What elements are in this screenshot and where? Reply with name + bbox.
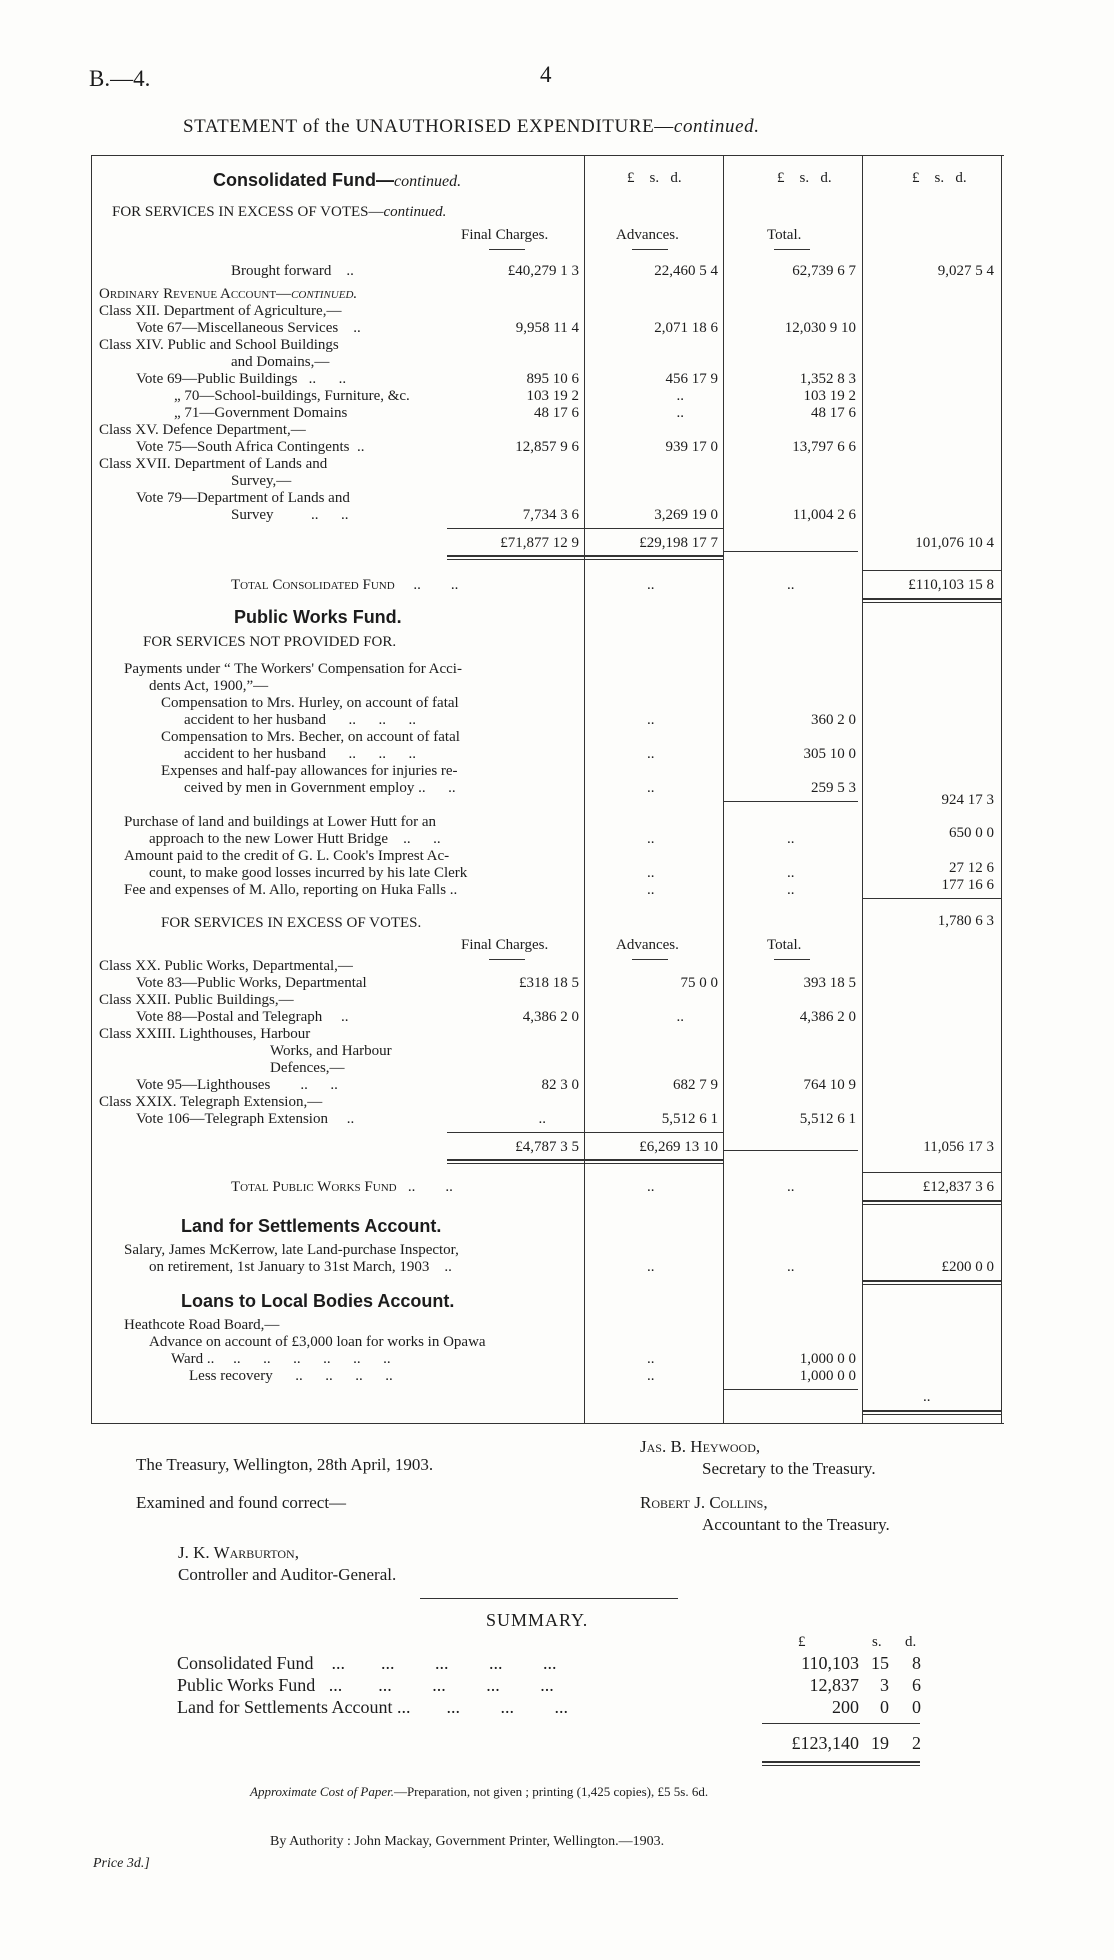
v71-advances: .. [676, 405, 684, 421]
class-xxiii-cont: Works, and Harbour [270, 1043, 392, 1059]
advance-1: Advance on account of £3,000 loan for works in Opawa [149, 1334, 486, 1350]
signature-collins: Robert J. Collins, [640, 1493, 768, 1512]
land-purchase-1: Purchase of land and buildings at Lower Hutt for an [124, 814, 437, 830]
consolidated-sum-final: £71,877 12 9 [500, 535, 579, 551]
less-recovery-total: 1,000 0 0 [799, 1368, 856, 1384]
page-reference: B.—4. [89, 66, 151, 91]
pw-sum-final: £4,787 3 5 [515, 1139, 579, 1155]
col-head-advances-label: Advances. [616, 227, 679, 243]
loans-heading: Loans to Local Bodies Account. [181, 1291, 455, 1311]
total-consolidated-value: £110,103 15 8 [908, 577, 994, 593]
summary-consolidated-s: 15 [871, 1653, 889, 1673]
class-xxiii-cont2: Defences,— [270, 1060, 345, 1076]
v69-advances: 456 17 9 [665, 371, 718, 387]
summary-land-s: 0 [880, 1697, 889, 1717]
pw-sum-advances: £6,269 13 10 [639, 1139, 718, 1155]
workers-comp-1: Payments under “ The Workers' Compensation for Acci- [124, 661, 462, 677]
summary-total-s: 19 [871, 1733, 889, 1753]
signature-warburton: J. K. Warburton, [178, 1543, 299, 1562]
becher-total: 305 10 0 [803, 746, 856, 762]
v95-final: 82 3 0 [541, 1077, 579, 1093]
v88-final: 4,386 2 0 [522, 1009, 579, 1025]
land-settlements-heading: Land for Settlements Account. [181, 1216, 442, 1236]
expenses-1: Expenses and half-pay allowances for injuries re- [161, 763, 458, 779]
vote-106: Vote 106—Telegraph Extension .. [136, 1111, 355, 1127]
v70-total: 103 19 2 [803, 388, 856, 404]
heywood-title: Secretary to the Treasury. [702, 1459, 876, 1478]
bf-final: £40,279 1 3 [507, 263, 579, 279]
land-purchase-value: 650 0 0 [949, 825, 994, 841]
v79-total: 11,004 2 6 [792, 507, 856, 523]
advance-total: 1,000 0 0 [799, 1351, 856, 1367]
allo-value: 177 16 6 [941, 877, 994, 893]
summary-land-d: 0 [912, 1697, 921, 1717]
consolidated-subheading: FOR SERVICES IN EXCESS OF VOTES—continued. [112, 204, 447, 220]
col-head-net: £ s. d. [912, 170, 967, 186]
compensation-sum: 924 17 3 [941, 792, 994, 808]
v71-total: 48 17 6 [811, 405, 856, 421]
summary-consolidated-pounds: 110,103 [801, 1653, 859, 1673]
v75-total: 13,797 6 6 [792, 439, 856, 455]
class-xxii: Class XXII. Public Buildings,— [99, 992, 294, 1008]
expenditure-table: £ s. d. £ s. d. £ s. d. Consolidated Fund—continued. FOR SERVICES IN EXCESS OF VOTES—continued. Final Charges. Advances. Total. Brought forward .. £40,279 1 3 22,460 5 4 62,739 6 7 9,027 5 4 Ordinary Revenue Account—continued. Class XII. Department of Agriculture,— Vote 67—Miscellaneous Services .. 9,958 11 4 2,071 18 6 12,030 9 10 Class XIV. Public and School Buildings and Domains,— Vote 69—Public Buildings .. .. 895 10 6 456 17 9 1,352 8 3 „ 70—School-buildings, Furniture, &c. 103 19 2 .. 103 19 2 „ 71—Government Domains 48 17 6 .. 48 17 6 Class XV. Defence Department,— Vote 75—South Africa Contingents .. 12,857 9 6 939 17 0 13,797 6 6 Class XVII. Department of Lands and Survey,— Vote 79—Department of Lands and Survey .. .. 7,734 3 6 3,269 19 0 11,004 2 6 £71,877 12 9 £29,198 17 7 101,076 10 4 Total Consolidated Fund .. .. .. .. £110,103 15 8 Public Works Fund. FOR SERVICES NOT PROVIDED FOR. Payments under “ The Workers' Compensation for Acci- dents Act, 1900,”— Compensation to Mrs. Hurley, on account of fatal accident to her husband .. .. .. .. 360 2 0 Compensation to Mrs. Becher, on account of fatal accident to her husband .. .. .. .. 305 10 0 Expenses and half-pay allowances for injuries re- ceived by men in Government employ .. .. .. 259 5 3 924 17 3 Purchase of land and buildings at Lower Hutt for an approach to the new Lower Hutt Bridge .. .. .. .. 650 0 0 Amount paid to the credit of G. L. Cook's Imprest Ac- count, to make good losses incurred by his late Clerk .. .. 27 12 6 Fee and expenses of M. Allo, reporting on Huka Falls .. .. .. 177 16 6 FOR SERVICES IN EXCESS OF VOTES. 1,780 6 3 Final Charges. Advances. Total. Class XX. Public Works, Departmental,— Vote 83—Public Works, Departmental £318 18 5 75 0 0 393 18 5 Class XXII. Public Buildings,— Vote 88—Postal and Telegraph .. 4,386 2 0 .. 4,386 2 0 Class XXIII. Lighthouses, Harbour Works, and Harbour Defences,— Vote 95—Lighthouses .. .. 82 3 0 682 7 9 764 10 9 Class XXIX. Telegraph Extension,— Vote 106—Telegraph Extension .. .. 5,512 6 1 5,512 6 1 £4,787 3 5 £6,269 13 10 11,056 17 3 Total Public Works Fund .. .. .. .. £12,837 3 6 Land for Settlements Account. Salary, James McKerrow, late Land-purchase Inspector, on retirement, 1st January to 31st March, 1903 .. .. .. £200 0 0 Loans to Local Bodies Account. Heathcote Road Board,— Advance on account of £3,000 loan for works in Opawa Ward .. .. .. .. .. .. .. .. 1,000 0 0 Less recovery .. .. .. .. .. 1,000 0 0 .. [91, 155, 1004, 1424]
class-xx: Class XX. Public Works, Departmental,— [99, 958, 353, 974]
class-xiv-cont: and Domains,— [231, 354, 330, 370]
services-sum: 1,780 6 3 [937, 913, 994, 929]
loans-net: .. [923, 1389, 931, 1405]
class-xxix: Class XXIX. Telegraph Extension,— [99, 1094, 323, 1110]
cook-1: Amount paid to the credit of G. L. Cook's Imprest Ac- [124, 848, 450, 864]
bf-advances: 22,460 5 4 [654, 263, 718, 279]
class-xvii-cont: Survey,— [231, 473, 292, 489]
summary-land-pounds: 200 [832, 1697, 859, 1717]
public-works-heading: Public Works Fund. [234, 607, 402, 627]
consolidated-sum-net: 101,076 10 4 [915, 535, 994, 551]
v83-advances: 75 0 0 [680, 975, 718, 991]
treasury-date: The Treasury, Wellington, 28th April, 1903. [136, 1455, 434, 1474]
v67-advances: 2,071 18 6 [654, 320, 718, 336]
v88-advances: .. [676, 1009, 684, 1025]
ordinary-revenue: Ordinary Revenue Account—continued. [99, 286, 358, 302]
v106-total: 5,512 6 1 [799, 1111, 856, 1127]
v71-final: 48 17 6 [534, 405, 579, 421]
class-xii: Class XII. Department of Agriculture,— [99, 303, 342, 319]
vote-75: Vote 75—South Africa Contingents .. [136, 439, 365, 455]
authority-line: By Authority : John Mackay, Government Printer, Wellington.—1903. [270, 1834, 665, 1849]
col-head-total: £ s. d. [777, 170, 832, 186]
class-xvii: Class XVII. Department of Lands and [99, 456, 328, 472]
vote-70: „ 70—School-buildings, Furniture, &c. [174, 388, 410, 404]
bf-total: 62,739 6 7 [792, 263, 856, 279]
v83-total: 393 18 5 [803, 975, 856, 991]
v75-advances: 939 17 0 [665, 439, 718, 455]
cook-value: 27 12 6 [949, 860, 994, 876]
consolidated-fund-heading: Consolidated Fund—continued. [213, 170, 462, 190]
pw-head-advances: Advances. [616, 937, 679, 953]
v70-final: 103 19 2 [526, 388, 579, 404]
pw-sum-net: 11,056 17 3 [923, 1139, 994, 1155]
v67-final: 9,958 11 4 [515, 320, 579, 336]
summary-col-shillings: s. [872, 1634, 882, 1650]
brought-forward-label: Brought forward .. [231, 263, 354, 279]
summary-public-works-d: 6 [912, 1675, 921, 1695]
vote-95: Vote 95—Lighthouses .. .. [136, 1077, 338, 1093]
col-head-advances: £ s. d. [627, 170, 682, 186]
summary-row-consolidated: Consolidated Fund ... ... ... ... ... [177, 1653, 557, 1673]
v69-final: 895 10 6 [526, 371, 579, 387]
col-head-total-label: Total. [767, 227, 802, 243]
v95-total: 764 10 9 [803, 1077, 856, 1093]
v70-advances: .. [676, 388, 684, 404]
vote-79: Vote 79—Department of Lands and [136, 490, 350, 506]
col-head-final-charges: Final Charges. [461, 227, 549, 243]
vote-71: „ 71—Government Domains [174, 405, 348, 421]
vote-83: Vote 83—Public Works, Departmental [136, 975, 367, 991]
allo: Fee and expenses of M. Allo, reporting on Huka Falls .. [124, 882, 458, 898]
hurley-2: accident to her husband .. .. .. [184, 712, 417, 728]
summary-col-pounds: £ [798, 1634, 806, 1650]
total-consolidated-label: Total Consolidated Fund .. .. [231, 577, 459, 593]
hurley-1: Compensation to Mrs. Hurley, on account of fatal [161, 695, 459, 711]
price: Price 3d.] [93, 1856, 150, 1871]
summary-public-works-s: 3 [880, 1675, 889, 1695]
consolidated-sum-advances: £29,198 17 7 [639, 535, 718, 551]
warburton-title: Controller and Auditor-General. [178, 1565, 397, 1584]
pw-head-final: Final Charges. [461, 937, 549, 953]
expenses-2: ceived by men in Government employ .. .. [184, 780, 456, 796]
v106-final: .. [538, 1111, 546, 1127]
summary-public-works-pounds: 12,837 [809, 1675, 859, 1695]
cost-of-paper: Approximate Cost of Paper.—Preparation, not given ; printing (1,425 copies), £5 5s. 6d. [250, 1784, 709, 1799]
hurley-total: 360 2 0 [811, 712, 856, 728]
becher-1: Compensation to Mrs. Becher, on account of fatal [161, 729, 460, 745]
signature-heywood: Jas. B. Heywood, [640, 1437, 761, 1456]
becher-2: accident to her husband .. .. .. [184, 746, 417, 762]
collins-title: Accountant to the Treasury. [702, 1515, 890, 1534]
v79-final: 7,734 3 6 [522, 507, 579, 523]
summary-row-land: Land for Settlements Account ... ... ... ... [177, 1697, 568, 1717]
public-works-sub1: FOR SERVICES NOT PROVIDED FOR. [143, 634, 397, 650]
v95-advances: 682 7 9 [673, 1077, 718, 1093]
land-purchase-2: approach to the new Lower Hutt Bridge .. .. [149, 831, 441, 847]
v83-final: £318 18 5 [519, 975, 579, 991]
heathcote: Heathcote Road Board,— [124, 1317, 280, 1333]
v88-total: 4,386 2 0 [799, 1009, 856, 1025]
vote-67: Vote 67—Miscellaneous Services .. [136, 320, 361, 336]
summary-col-pence: d. [905, 1634, 917, 1650]
pw-head-total: Total. [767, 937, 802, 953]
class-xv: Class XV. Defence Department,— [99, 422, 306, 438]
page-number: 4 [540, 62, 552, 87]
v75-final: 12,857 9 6 [515, 439, 579, 455]
summary-total-pounds: £123,140 [791, 1733, 859, 1753]
expenses-total: 259 5 3 [811, 780, 856, 796]
bf-net: 9,027 5 4 [937, 263, 994, 279]
v106-advances: 5,512 6 1 [661, 1111, 718, 1127]
class-xiv: Class XIV. Public and School Buildings [99, 337, 339, 353]
public-works-sub2: FOR SERVICES IN EXCESS OF VOTES. [161, 915, 422, 931]
mckerrow-1: Salary, James McKerrow, late Land-purchase Inspector, [124, 1242, 459, 1258]
document-title: STATEMENT of the UNAUTHORISED EXPENDITURE—continued. [183, 116, 760, 137]
v69-total: 1,352 8 3 [799, 371, 856, 387]
summary-total-d: 2 [912, 1733, 921, 1753]
total-public-works-value: £12,837 3 6 [922, 1179, 994, 1195]
mckerrow-2: on retirement, 1st January to 31st March, 1903 .. [149, 1259, 452, 1275]
less-recovery: Less recovery .. .. .. .. [189, 1368, 393, 1384]
vote-88: Vote 88—Postal and Telegraph .. [136, 1009, 349, 1025]
summary-title: SUMMARY. [486, 1610, 589, 1630]
v79-advances: 3,269 19 0 [654, 507, 718, 523]
advance-2: Ward .. .. .. .. .. .. .. [171, 1351, 391, 1367]
summary-row-public-works: Public Works Fund ... ... ... ... ... [177, 1675, 554, 1695]
examined-text: Examined and found correct— [136, 1493, 347, 1512]
cook-2: count, to make good losses incurred by his late Clerk [149, 865, 468, 881]
class-xxiii: Class XXIII. Lighthouses, Harbour [99, 1026, 311, 1042]
land-settlements-value: £200 0 0 [941, 1259, 994, 1275]
summary-consolidated-d: 8 [912, 1653, 921, 1673]
vote-79-cont: Survey .. .. [231, 507, 349, 523]
v67-total: 12,030 9 10 [784, 320, 856, 336]
vote-69: Vote 69—Public Buildings .. .. [136, 371, 347, 387]
total-public-works-label: Total Public Works Fund .. .. [231, 1179, 453, 1195]
workers-comp-2: dents Act, 1900,”— [149, 678, 269, 694]
